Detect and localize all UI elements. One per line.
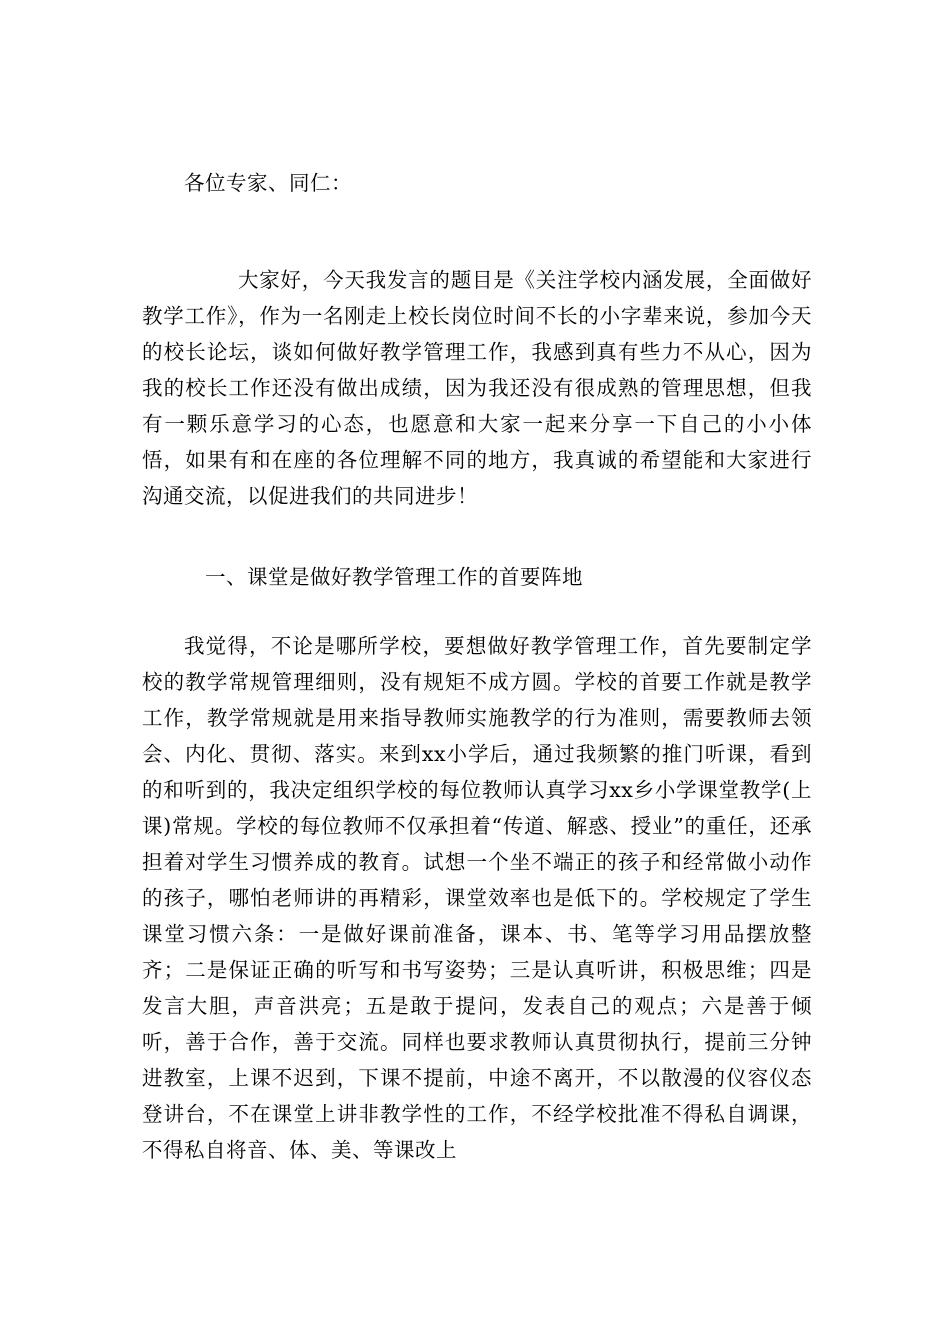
intro-paragraph: 大家好，今天我发言的题目是《关注学校内涵发展，全面做好教学工作》，作为一名刚走上校长岗位时间不长的小字辈来说，参加今天的校长论坛，谈如何做好教学管理工作，我感到真有些力不从心，因为我的校长工作还没有做出成绩，因为我还没有很成熟的管理思想，但我有一颗乐意学习的心态，也愿意和大家一起来分享一下自己的小小体悟，如果有和在座的各位理解不同的地方，我真诚的希望能和大家进行沟通交流，以促进我们的共同进步！: [142, 268, 812, 508]
body-paragraph: 我觉得，不论是哪所学校，要想做好教学管理工作，首先要制定学校的教学常规管理细则，没有规矩不成方圆。学校的首要工作就是教学工作，教学常规就是用来指导教师实施教学的行为准则，需要教师去领会、内化、贯彻、落实。来到xx小学后，通过我频繁的推门听课，看到的和听到的，我决定组织学校的每位教师认真学习xx乡小学课堂教学(上课)常规。学校的每位教师不仅承担着“传道、解惑、授业”的重任，还承担着对学生习惯养成的教育。试想一个坐不端正的孩子和经常做小动作的孩子，哪怕老师讲的再精彩，课堂效率也是低下的。学校规定了学生课堂习惯六条：一是做好课前准备，课本、书、笔等学习用品摆放整齐；二是保证正确的听写和书写姿势；三是认真听讲，积极思维；四是发言大胆，声音洪亮；五是敢于提问，发表自己的观点；六是善于倾听，善于合作，善于交流。同样也要求教师认真贯彻执行，提前三分钟进教室，上课不迟到，下课不提前，中途不离开，不以散漫的仪容仪态登讲台，不在课堂上讲非教学性的工作，不经学校批准不得私自调课，不得私自将音、体、美、等课改上: [142, 634, 812, 1162]
section-heading: 一、课堂是做好教学管理工作的首要阵地: [205, 565, 583, 589]
salutation: 各位专家、同仁：: [184, 171, 352, 195]
